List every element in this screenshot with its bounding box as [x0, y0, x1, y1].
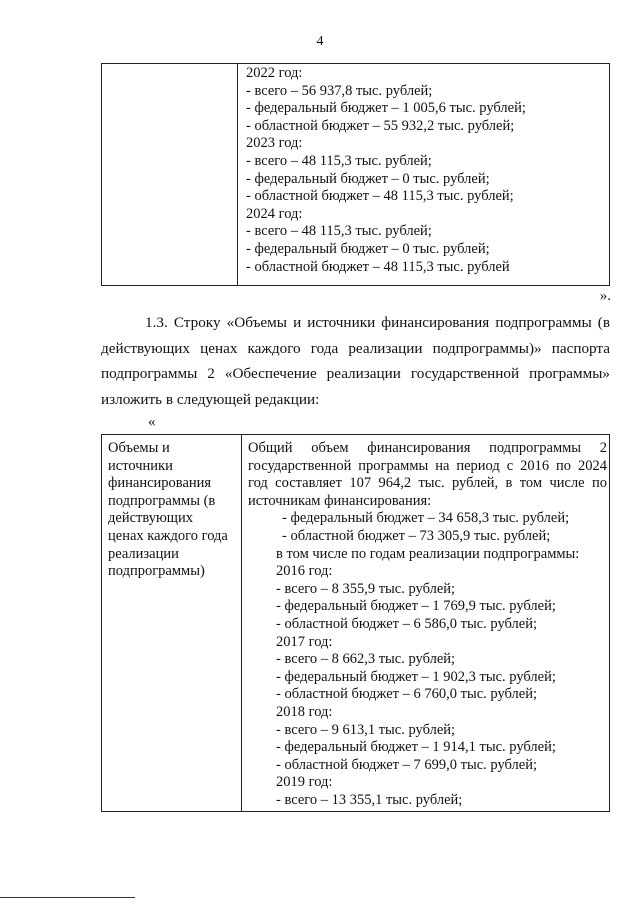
year-label: 2017 год:: [276, 633, 333, 650]
intro-line: государственной программы на период с 2016 по 2024: [248, 457, 607, 474]
funding-line: - областной бюджет – 7 699,0 тыс. рублей;: [276, 756, 537, 773]
funding-line: - федеральный бюджет – 0 тыс. рублей;: [246, 170, 490, 187]
by-years-label: в том числе по годам реализации подпрограммы:: [276, 545, 580, 562]
amendment-paragraph: [101, 310, 610, 412]
intro-line: источникам финансирования:: [248, 492, 432, 509]
row-header-line: подпрограммы (в: [108, 492, 216, 509]
funding-line: - всего – 48 115,3 тыс. рублей;: [246, 223, 432, 240]
row-header-line: источники: [108, 457, 173, 474]
funding-line: - всего – 48 115,3 тыс. рублей;: [246, 152, 432, 169]
funding-line: - областной бюджет – 6 760,0 тыс. рублей;: [276, 686, 537, 703]
row-header-cell: [102, 435, 242, 812]
funding-line: - областной бюджет – 48 115,3 тыс. рублей: [246, 258, 510, 275]
opening-quote-mark: «: [148, 414, 156, 430]
funding-line: - федеральный бюджет – 1 914,1 тыс. рублей;: [276, 739, 556, 756]
funding-description-cell: [242, 435, 610, 812]
funding-line: - всего – 56 937,8 тыс. рублей;: [246, 82, 433, 99]
row-header-line: финансирования: [108, 475, 212, 492]
table-row: [102, 435, 610, 812]
paragraph-line: действующих ценах каждого года реализации подпрограммы)» паспорта: [101, 339, 610, 357]
funding-table-continuation: [101, 63, 610, 286]
funding-line: - федеральный бюджет – 1 769,9 тыс. рублей;: [276, 598, 556, 615]
funding-line: - всего – 8 662,3 тыс. рублей;: [276, 651, 456, 668]
intro-line: Общий объем финансирования подпрограммы 2: [248, 440, 607, 456]
paragraph-line: изложить в следующей редакции:: [101, 390, 320, 408]
year-label: 2018 год:: [276, 703, 333, 720]
subprogram-funding-table: [101, 434, 610, 812]
year-label: 2019 год:: [276, 774, 333, 791]
table-row: [102, 64, 610, 286]
row-header-line: ценах каждого года: [108, 527, 228, 544]
funding-line: - областной бюджет – 55 932,2 тыс. рублей;: [246, 117, 515, 134]
year-label: 2024 год:: [246, 205, 303, 222]
page-number: 4: [316, 34, 324, 49]
row-header-line: действующих: [108, 510, 193, 527]
paragraph-line: подпрограммы 2 «Обеспечение реализации государственной программы»: [101, 365, 610, 383]
paragraph-line: 1.3. Строку «Объемы и источники финансирования подпрограммы (в: [145, 314, 610, 331]
year-label: 2022 год:: [246, 65, 303, 81]
funding-line: - федеральный бюджет – 0 тыс. рублей;: [246, 240, 490, 257]
funding-line: - областной бюджет – 48 115,3 тыс. рублей;: [246, 188, 514, 205]
funding-line: - всего – 8 355,9 тыс. рублей;: [276, 580, 456, 597]
year-label: 2023 год:: [246, 135, 303, 152]
closing-quote-marks: ».: [599, 288, 611, 304]
row-header-line: Объемы и: [108, 440, 170, 456]
intro-line: год составляет 107 964,2 тыс. рублей, в том числе по: [248, 475, 607, 492]
source-line: - областной бюджет – 73 305,9 тыс. рублей;: [282, 527, 551, 544]
row-header-line: реализации: [108, 545, 179, 562]
table-cell-right: [238, 64, 610, 286]
source-line: - федеральный бюджет – 34 658,3 тыс. рублей;: [282, 510, 570, 527]
year-label: 2016 год:: [276, 563, 333, 580]
row-header-line: подпрограммы): [108, 563, 205, 580]
funding-line: - федеральный бюджет – 1 005,6 тыс. рублей;: [246, 100, 526, 117]
funding-line: - областной бюджет – 6 586,0 тыс. рублей;: [276, 615, 537, 632]
funding-line: - всего – 9 613,1 тыс. рублей;: [276, 721, 456, 738]
funding-line: - федеральный бюджет – 1 902,3 тыс. рублей;: [276, 668, 556, 685]
table-cell-left: [102, 64, 238, 286]
funding-line: - всего – 13 355,1 тыс. рублей;: [276, 791, 463, 808]
footnote-divider: [0, 897, 135, 898]
